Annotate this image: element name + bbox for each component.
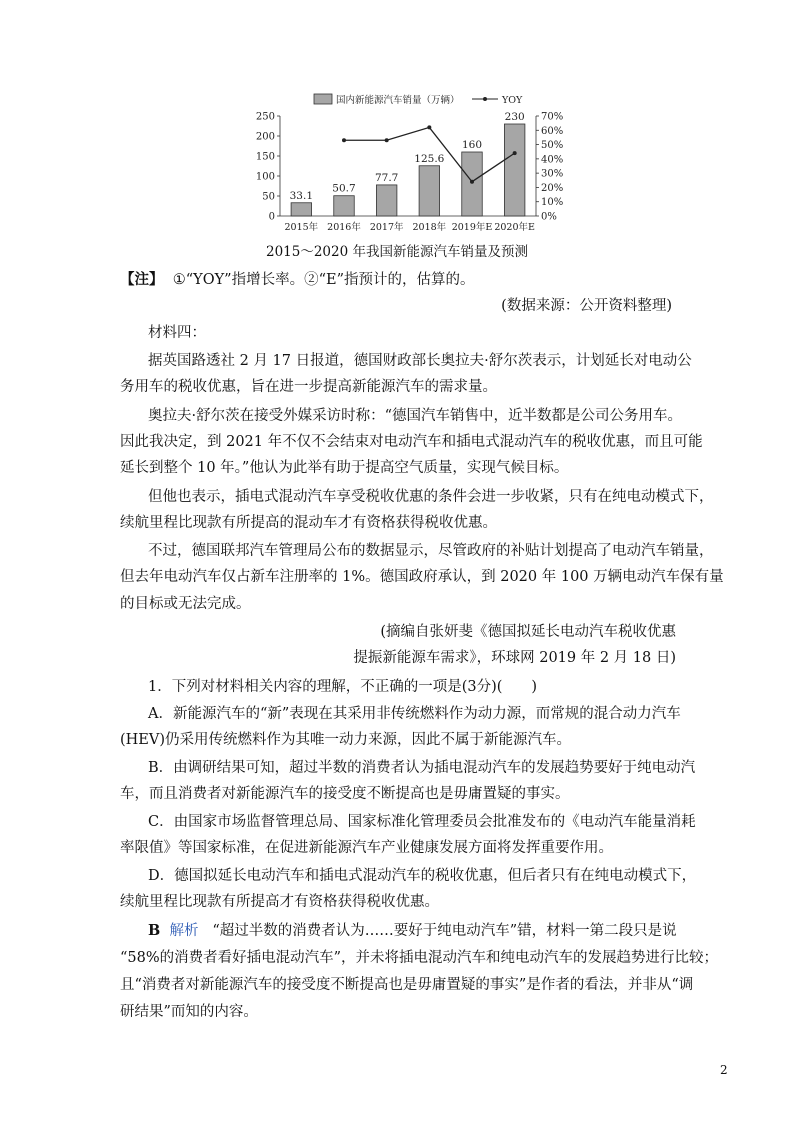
material4-cite-line1: (摘编自张妍斐《德国拟延长电动汽车税收优惠 xyxy=(380,624,676,640)
option-a-line2: (HEV)仍采用传统燃料作为其唯一动力来源，因此不属于新能源汽车。 xyxy=(120,732,572,748)
answer-line4: 研结果”而知的内容。 xyxy=(120,1004,258,1020)
bar xyxy=(376,185,396,216)
note-text: ①“YOY”指增长率。②“E”指预计的，估算的。 xyxy=(172,272,475,288)
answer-line1 xyxy=(148,921,677,941)
x-tick-label: 2018年 xyxy=(412,222,447,233)
right-tick-label: 40% xyxy=(541,154,564,166)
right-tick-label: 0% xyxy=(541,211,557,223)
answer-letter: B xyxy=(148,922,161,939)
legend-line-marker xyxy=(483,97,487,101)
option-c-line2: 率限值》等国家标准，在促进新能源汽车产业健康发展方面将发挥重要作用。 xyxy=(120,840,613,856)
note-source: (数据来源：公开资料整理) xyxy=(501,298,672,314)
left-tick-label: 200 xyxy=(255,131,275,143)
material4-p4-line3: 的目标或无法完成。 xyxy=(120,596,251,612)
right-tick-label: 50% xyxy=(541,140,564,152)
option-d-line2: 续航里程比现款有所提高才有资格获得税收优惠。 xyxy=(120,894,439,910)
option-d-line1: D．德国拟延长电动汽车和插电式混动汽车的税收优惠，但后者只有在纯电动模式下， xyxy=(148,868,697,884)
material4-cite-line2: 提振新能源车需求》，环球网 2019 年 2 月 18 日) xyxy=(353,650,676,666)
bar xyxy=(504,124,524,216)
right-tick-label: 20% xyxy=(541,182,564,194)
x-tick-label: 2017年 xyxy=(369,222,404,233)
material4-p1-line1: 据英国路透社 2 月 17 日报道，德国财政部长奥拉夫·舒尔茨表示，计划延长对电动公 xyxy=(148,353,692,369)
yoy-point xyxy=(385,138,389,142)
option-b-line2: 车，而且消费者对新能源汽车的接受度不断提高也是毋庸置疑的事实。 xyxy=(120,786,570,802)
material4-p4-line1: 不过，德国联邦汽车管理局公布的数据显示，尽管政府的补贴计划提高了电动汽车销量， xyxy=(148,543,714,559)
yoy-point xyxy=(513,151,517,155)
right-tick-label: 30% xyxy=(541,168,564,180)
material4-p3-line1: 但他也表示，插电式混动汽车享受税收优惠的条件会进一步收紧，只有在纯电动模式下， xyxy=(148,489,714,505)
left-tick-label: 50 xyxy=(262,191,275,203)
x-tick-label: 2015年 xyxy=(284,222,319,233)
legend-bar-label: 国内新能源汽车销量（万辆） xyxy=(336,95,460,106)
bar-data-label: 125.6 xyxy=(414,152,445,165)
option-a-line1: A．新能源汽车的“新”表现在其采用非传统燃料作为动力源，而常规的混合动力汽车 xyxy=(148,706,681,722)
answer-line3: 且“消费者对新能源汽车的接受度不断提高也是毋庸置疑的事实”是作者的看法，并非从“调 xyxy=(120,977,694,993)
right-tick-label: 60% xyxy=(541,125,564,137)
bar xyxy=(419,166,439,216)
yoy-point xyxy=(427,125,431,129)
note xyxy=(120,270,475,290)
legend-line-label: YOY xyxy=(502,95,523,106)
left-tick-label: 100 xyxy=(255,171,275,183)
right-tick-label: 10% xyxy=(541,197,564,209)
page-number: 2 xyxy=(720,1063,728,1077)
legend-bar-swatch xyxy=(314,94,332,104)
material4-p2-line1: 奥拉夫·舒尔茨在接受外媒采访时称：“德国汽车销售中，近半数都是公司公务用车。 xyxy=(148,408,683,424)
bar xyxy=(334,196,354,216)
bar-data-label: 230 xyxy=(504,111,525,123)
material4-p2-line2: 因此我决定，到 2021 年不仅不会结束对电动汽车和插电式混动汽车的税收优惠，而且可能 xyxy=(120,434,703,450)
bar-data-label: 77.7 xyxy=(374,171,399,184)
yoy-point xyxy=(342,138,346,142)
material4-p3-line2: 续航里程比现款有所提高的混动车才有资格获得税收优惠。 xyxy=(120,515,497,531)
answer-text-1: “超过半数的消费者认为……要好于纯电动汽车”错，材料一第二段只是说 xyxy=(212,923,677,939)
x-tick-label: 2019年E xyxy=(451,222,493,233)
left-tick-label: 0 xyxy=(268,211,275,223)
bar xyxy=(291,203,311,216)
note-label: 【注】 xyxy=(120,271,164,288)
x-tick-label: 2016年 xyxy=(327,222,361,233)
bar-data-label: 50.7 xyxy=(332,182,356,195)
answer-line2: “58%的消费者看好插电混动汽车”，并未将插电混动汽车和纯电动汽车的发展趋势进行比较； xyxy=(120,950,719,966)
material4-p2-line3: 延长到整个 10 年。”他认为此举有助于提高空气质量，实现气候目标。 xyxy=(120,460,569,476)
option-c-line1: C．由国家市场监督管理总局、国家标准化管理委员会批准发布的《电动汽车能量消耗 xyxy=(148,814,696,830)
question-stem: 1．下列对材料相关内容的理解，不正确的一项是(3分)( ) xyxy=(148,679,538,695)
chart-caption: 2015～2020 年我国新能源汽车销量及预测 xyxy=(265,244,528,260)
left-tick-label: 150 xyxy=(255,151,275,163)
material4-p4-line2: 但去年电动汽车仅占新车注册率的 1%。德国政府承认，到 2020 年 100 万辆电动汽车保有量 xyxy=(120,569,724,585)
material4-title: 材料四： xyxy=(148,325,206,341)
sales-chart xyxy=(230,88,580,238)
right-tick-label: 70% xyxy=(541,111,564,123)
bar-data-label: 33.1 xyxy=(289,189,314,202)
option-b-line1: B．由调研结果可知，超过半数的消费者认为插电混动汽车的发展趋势要好于纯电动汽 xyxy=(148,760,696,776)
answer-label: 解析 xyxy=(169,923,199,939)
bar xyxy=(462,152,482,216)
yoy-point xyxy=(470,180,474,184)
material4-p1-line2: 务用车的税收优惠，旨在进一步提高新能源汽车的需求量。 xyxy=(120,379,497,395)
bar-data-label: 160 xyxy=(461,139,483,151)
left-tick-label: 250 xyxy=(255,111,275,123)
x-tick-label: 2020年E xyxy=(494,222,535,233)
